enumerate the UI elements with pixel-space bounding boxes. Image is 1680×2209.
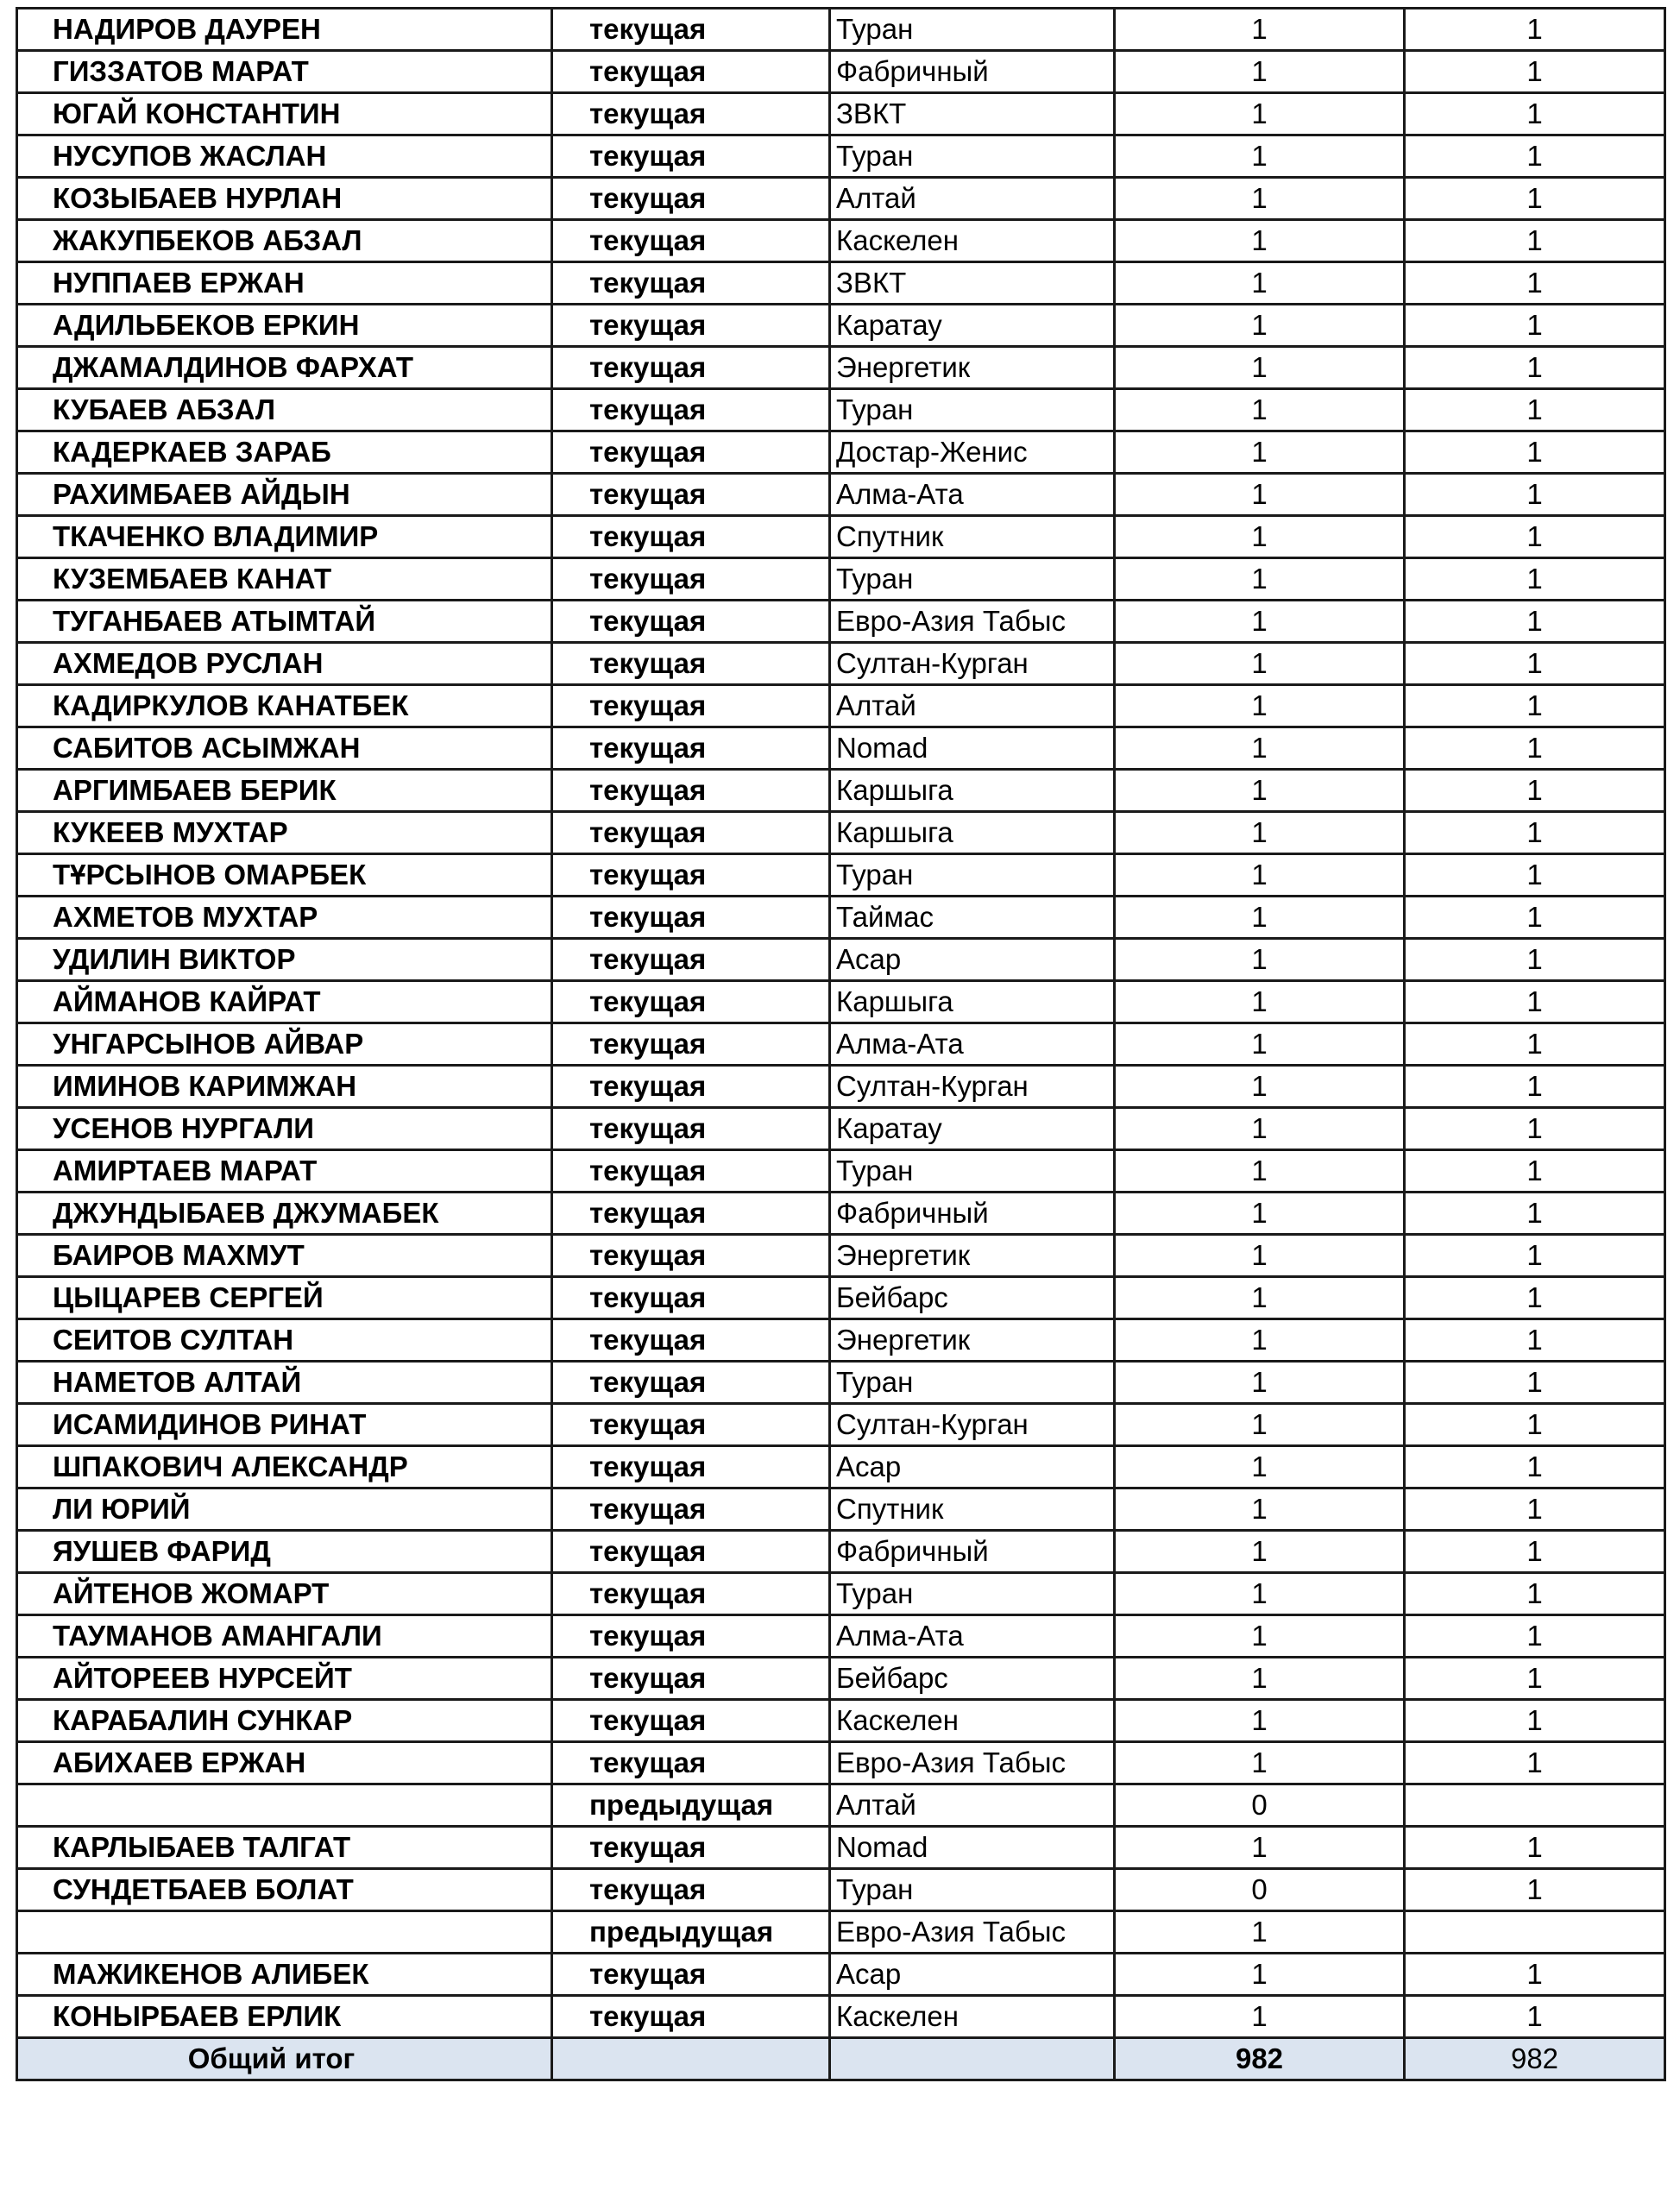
value-2-cell: 1: [1405, 1150, 1665, 1193]
value-1-cell: 1: [1115, 1827, 1405, 1869]
value-2-cell: 1: [1405, 1615, 1665, 1658]
value-1-cell: 1: [1115, 1531, 1405, 1573]
club-cell: Алма-Ата: [830, 1023, 1115, 1066]
grand-total-row: [17, 2038, 1665, 2080]
value-2-cell: 1: [1405, 305, 1665, 347]
value-1-cell: 1: [1115, 897, 1405, 939]
value-2-cell: 1: [1405, 9, 1665, 51]
club-cell: Каратау: [830, 1108, 1115, 1150]
player-name-cell: РАХИМБАЕВ АЙДЫН: [17, 474, 552, 516]
value-2-cell: 1: [1405, 347, 1665, 389]
value-2-cell: 1: [1405, 1488, 1665, 1531]
player-name-cell: ТҰРСЫНОВ ОМАРБЕК: [17, 854, 552, 897]
value-2-cell: 1: [1405, 389, 1665, 431]
player-name-cell: КАРЛЫБАЕВ ТАЛГАТ: [17, 1827, 552, 1869]
player-name-cell: БАИРОВ МАХМУТ: [17, 1235, 552, 1277]
player-name-cell: МАЖИКЕНОВ АЛИБЕК: [17, 1954, 552, 1996]
record-type-cell: текущая: [552, 474, 830, 516]
table-row: [17, 1531, 1665, 1573]
record-type-cell: текущая: [552, 262, 830, 305]
table-row: [17, 770, 1665, 812]
club-cell: Султан-Курган: [830, 1404, 1115, 1446]
record-type-cell: текущая: [552, 727, 830, 770]
club-cell: Евро-Азия Табыс: [830, 1911, 1115, 1954]
player-name-cell: КОНЫРБАЕВ ЕРЛИК: [17, 1996, 552, 2038]
grand-total-value-1: 982: [1115, 2038, 1405, 2080]
value-1-cell: 1: [1115, 1742, 1405, 1784]
value-2-cell: 1: [1405, 474, 1665, 516]
record-type-cell: текущая: [552, 1446, 830, 1488]
table-row: [17, 1784, 1665, 1827]
table-row: [17, 1658, 1665, 1700]
value-1-cell: 1: [1115, 939, 1405, 981]
club-cell: Алтай: [830, 685, 1115, 727]
table-row: [17, 1700, 1665, 1742]
player-name-cell: ГИЗЗАТОВ МАРАТ: [17, 51, 552, 93]
club-cell: Каскелен: [830, 1700, 1115, 1742]
table-row: [17, 1954, 1665, 1996]
value-2-cell: 1: [1405, 1193, 1665, 1235]
player-name-cell: УДИЛИН ВИКТОР: [17, 939, 552, 981]
value-1-cell: 1: [1115, 685, 1405, 727]
club-cell: Асар: [830, 939, 1115, 981]
player-name-cell: ШПАКОВИЧ АЛЕКСАНДР: [17, 1446, 552, 1488]
record-type-cell: текущая: [552, 1827, 830, 1869]
player-name-cell: КУБАЕВ АБЗАЛ: [17, 389, 552, 431]
value-2-cell: 1: [1405, 1319, 1665, 1362]
value-2-cell: 1: [1405, 1742, 1665, 1784]
record-type-cell: текущая: [552, 1193, 830, 1235]
table-row: [17, 1150, 1665, 1193]
club-cell: Евро-Азия Табыс: [830, 601, 1115, 643]
club-cell: Туран: [830, 1573, 1115, 1615]
record-type-cell: текущая: [552, 1277, 830, 1319]
record-type-cell: текущая: [552, 1954, 830, 1996]
value-2-cell: 1: [1405, 220, 1665, 262]
player-name-cell: АБИХАЕВ ЕРЖАН: [17, 1742, 552, 1784]
player-name-cell: АЙТЕНОВ ЖОМАРТ: [17, 1573, 552, 1615]
table-row: [17, 220, 1665, 262]
value-2-cell: 1: [1405, 727, 1665, 770]
table-row: [17, 1996, 1665, 2038]
value-1-cell: 1: [1115, 601, 1405, 643]
player-name-cell: САБИТОВ АСЫМЖАН: [17, 727, 552, 770]
table-row: [17, 558, 1665, 601]
record-type-cell: текущая: [552, 1742, 830, 1784]
value-1-cell: 1: [1115, 1615, 1405, 1658]
grand-total-empty-cell: [830, 2038, 1115, 2080]
table-row: [17, 178, 1665, 220]
record-type-cell: текущая: [552, 685, 830, 727]
club-cell: Бейбарс: [830, 1277, 1115, 1319]
table-row: [17, 812, 1665, 854]
table-row: [17, 1023, 1665, 1066]
player-name-cell: ЖАКУПБЕКОВ АБЗАЛ: [17, 220, 552, 262]
value-1-cell: 1: [1115, 1277, 1405, 1319]
record-type-cell: текущая: [552, 1066, 830, 1108]
table-row: [17, 939, 1665, 981]
grand-total-value-2: 982: [1405, 2038, 1665, 2080]
value-1-cell: 1: [1115, 1954, 1405, 1996]
record-type-cell: текущая: [552, 1573, 830, 1615]
value-1-cell: 1: [1115, 516, 1405, 558]
player-name-cell: НУППАЕВ ЕРЖАН: [17, 262, 552, 305]
value-1-cell: 1: [1115, 93, 1405, 135]
club-cell: ЗВКТ: [830, 93, 1115, 135]
club-cell: Асар: [830, 1446, 1115, 1488]
club-cell: Туран: [830, 1869, 1115, 1911]
player-name-cell: КАДЕРКАЕВ ЗАРАБ: [17, 431, 552, 474]
value-2-cell: [1405, 1784, 1665, 1827]
value-1-cell: 1: [1115, 1404, 1405, 1446]
table-row: [17, 727, 1665, 770]
record-type-cell: текущая: [552, 9, 830, 51]
value-1-cell: 1: [1115, 854, 1405, 897]
player-name-cell: УСЕНОВ НУРГАЛИ: [17, 1108, 552, 1150]
record-type-cell: текущая: [552, 431, 830, 474]
player-name-cell: ИСАМИДИНОВ РИНАТ: [17, 1404, 552, 1446]
record-type-cell: текущая: [552, 516, 830, 558]
record-type-cell: текущая: [552, 51, 830, 93]
club-cell: Таймас: [830, 897, 1115, 939]
value-1-cell: 1: [1115, 1362, 1405, 1404]
table-row: [17, 1319, 1665, 1362]
table-row: [17, 1066, 1665, 1108]
value-1-cell: 1: [1115, 1066, 1405, 1108]
record-type-cell: текущая: [552, 1869, 830, 1911]
value-1-cell: 1: [1115, 1235, 1405, 1277]
player-name-cell: КАДИРКУЛОВ КАНАТБЕК: [17, 685, 552, 727]
value-1-cell: 1: [1115, 1658, 1405, 1700]
player-name-cell: ИМИНОВ КАРИМЖАН: [17, 1066, 552, 1108]
table-row: [17, 51, 1665, 93]
club-cell: Туран: [830, 1150, 1115, 1193]
value-2-cell: 1: [1405, 897, 1665, 939]
value-2-cell: 1: [1405, 93, 1665, 135]
value-1-cell: 1: [1115, 135, 1405, 178]
value-1-cell: 1: [1115, 178, 1405, 220]
value-1-cell: 1: [1115, 812, 1405, 854]
value-1-cell: 1: [1115, 431, 1405, 474]
player-name-cell: ТКАЧЕНКО ВЛАДИМИР: [17, 516, 552, 558]
record-type-cell: предыдущая: [552, 1911, 830, 1954]
club-cell: Спутник: [830, 516, 1115, 558]
value-1-cell: 1: [1115, 558, 1405, 601]
record-type-cell: текущая: [552, 178, 830, 220]
record-type-cell: предыдущая: [552, 1784, 830, 1827]
club-cell: Султан-Курган: [830, 1066, 1115, 1108]
table-row: [17, 305, 1665, 347]
value-2-cell: 1: [1405, 178, 1665, 220]
table-row: [17, 1827, 1665, 1869]
club-cell: Каскелен: [830, 220, 1115, 262]
club-cell: Султан-Курган: [830, 643, 1115, 685]
table-row: [17, 431, 1665, 474]
value-1-cell: 1: [1115, 1023, 1405, 1066]
value-2-cell: 1: [1405, 601, 1665, 643]
value-1-cell: 0: [1115, 1869, 1405, 1911]
value-2-cell: 1: [1405, 1658, 1665, 1700]
record-type-cell: текущая: [552, 1362, 830, 1404]
record-type-cell: текущая: [552, 389, 830, 431]
player-name-cell: АДИЛЬБЕКОВ ЕРКИН: [17, 305, 552, 347]
value-2-cell: 1: [1405, 854, 1665, 897]
value-1-cell: 1: [1115, 262, 1405, 305]
value-1-cell: 1: [1115, 1446, 1405, 1488]
value-1-cell: 1: [1115, 220, 1405, 262]
club-cell: Каршыга: [830, 981, 1115, 1023]
value-2-cell: 1: [1405, 1235, 1665, 1277]
club-cell: Бейбарс: [830, 1658, 1115, 1700]
club-cell: Евро-Азия Табыс: [830, 1742, 1115, 1784]
value-1-cell: 1: [1115, 347, 1405, 389]
record-type-cell: текущая: [552, 1488, 830, 1531]
table-row: [17, 389, 1665, 431]
table-row: [17, 1742, 1665, 1784]
club-cell: Алтай: [830, 1784, 1115, 1827]
value-1-cell: 1: [1115, 1996, 1405, 2038]
record-type-cell: текущая: [552, 643, 830, 685]
value-2-cell: 1: [1405, 1573, 1665, 1615]
club-cell: Каратау: [830, 305, 1115, 347]
club-cell: Асар: [830, 1954, 1115, 1996]
club-cell: Достар-Женис: [830, 431, 1115, 474]
player-name-cell: КОЗЫБАЕВ НУРЛАН: [17, 178, 552, 220]
value-1-cell: 1: [1115, 1319, 1405, 1362]
value-1-cell: 1: [1115, 643, 1405, 685]
table-row: [17, 981, 1665, 1023]
table-row: [17, 1446, 1665, 1488]
value-2-cell: 1: [1405, 135, 1665, 178]
value-1-cell: 0: [1115, 1784, 1405, 1827]
value-1-cell: 1: [1115, 1488, 1405, 1531]
club-cell: Каршыга: [830, 812, 1115, 854]
table-row: [17, 1193, 1665, 1235]
value-2-cell: 1: [1405, 262, 1665, 305]
club-cell: Энергетик: [830, 1319, 1115, 1362]
player-name-cell: НУСУПОВ ЖАСЛАН: [17, 135, 552, 178]
player-name-cell: ЛИ ЮРИЙ: [17, 1488, 552, 1531]
value-1-cell: 1: [1115, 1150, 1405, 1193]
value-1-cell: 1: [1115, 1108, 1405, 1150]
record-type-cell: текущая: [552, 1615, 830, 1658]
value-1-cell: 1: [1115, 727, 1405, 770]
club-cell: Туран: [830, 389, 1115, 431]
value-2-cell: 1: [1405, 51, 1665, 93]
record-type-cell: текущая: [552, 812, 830, 854]
record-type-cell: текущая: [552, 305, 830, 347]
value-2-cell: [1405, 1911, 1665, 1954]
value-2-cell: 1: [1405, 939, 1665, 981]
table-row: [17, 1488, 1665, 1531]
player-name-cell: АРГИМБАЕВ БЕРИК: [17, 770, 552, 812]
record-type-cell: текущая: [552, 558, 830, 601]
club-cell: Энергетик: [830, 1235, 1115, 1277]
record-type-cell: текущая: [552, 1404, 830, 1446]
value-1-cell: 1: [1115, 9, 1405, 51]
record-type-cell: текущая: [552, 1150, 830, 1193]
value-1-cell: 1: [1115, 51, 1405, 93]
record-type-cell: текущая: [552, 135, 830, 178]
table-row: [17, 1615, 1665, 1658]
player-name-cell: КУЗЕМБАЕВ КАНАТ: [17, 558, 552, 601]
value-2-cell: 1: [1405, 1531, 1665, 1573]
player-name-cell: СУНДЕТБАЕВ БОЛАТ: [17, 1869, 552, 1911]
table-row: [17, 516, 1665, 558]
record-type-cell: текущая: [552, 854, 830, 897]
table-row: [17, 1277, 1665, 1319]
club-cell: Энергетик: [830, 347, 1115, 389]
value-1-cell: 1: [1115, 389, 1405, 431]
club-cell: Фабричный: [830, 51, 1115, 93]
player-name-cell: АЙТОРЕЕВ НУРСЕЙТ: [17, 1658, 552, 1700]
club-cell: Спутник: [830, 1488, 1115, 1531]
table-row: [17, 347, 1665, 389]
value-2-cell: 1: [1405, 1023, 1665, 1066]
value-2-cell: 1: [1405, 812, 1665, 854]
table-row: [17, 643, 1665, 685]
player-name-cell: АХМЕДОВ РУСЛАН: [17, 643, 552, 685]
value-1-cell: 1: [1115, 1911, 1405, 1954]
club-cell: Туран: [830, 558, 1115, 601]
record-type-cell: текущая: [552, 1700, 830, 1742]
value-1-cell: 1: [1115, 1573, 1405, 1615]
value-2-cell: 1: [1405, 558, 1665, 601]
value-2-cell: 1: [1405, 643, 1665, 685]
record-type-cell: текущая: [552, 1996, 830, 2038]
value-2-cell: 1: [1405, 1869, 1665, 1911]
value-1-cell: 1: [1115, 770, 1405, 812]
value-2-cell: 1: [1405, 1108, 1665, 1150]
table-row: [17, 9, 1665, 51]
table-row: [17, 1911, 1665, 1954]
record-type-cell: текущая: [552, 897, 830, 939]
table-row: [17, 1573, 1665, 1615]
table-row: [17, 1235, 1665, 1277]
table-row: [17, 1404, 1665, 1446]
player-name-cell: НАМЕТОВ АЛТАЙ: [17, 1362, 552, 1404]
value-2-cell: 1: [1405, 1404, 1665, 1446]
player-name-cell: АХМЕТОВ МУХТАР: [17, 897, 552, 939]
record-type-cell: текущая: [552, 347, 830, 389]
player-name-cell: АЙМАНОВ КАЙРАТ: [17, 981, 552, 1023]
player-name-cell: [17, 1911, 552, 1954]
table-row: [17, 897, 1665, 939]
results-table: [16, 7, 1666, 2081]
table-row: [17, 474, 1665, 516]
table-row: [17, 93, 1665, 135]
value-1-cell: 1: [1115, 1700, 1405, 1742]
club-cell: Nomad: [830, 1827, 1115, 1869]
table-row: [17, 135, 1665, 178]
value-1-cell: 1: [1115, 305, 1405, 347]
club-cell: Алма-Ата: [830, 1615, 1115, 1658]
value-2-cell: 1: [1405, 1277, 1665, 1319]
club-cell: Алма-Ата: [830, 474, 1115, 516]
record-type-cell: текущая: [552, 1235, 830, 1277]
player-name-cell: ТАУМАНОВ АМАНГАЛИ: [17, 1615, 552, 1658]
grand-total-empty-cell: [552, 2038, 830, 2080]
value-2-cell: 1: [1405, 1827, 1665, 1869]
value-2-cell: 1: [1405, 1066, 1665, 1108]
table-row: [17, 685, 1665, 727]
table-row: [17, 1108, 1665, 1150]
record-type-cell: текущая: [552, 1108, 830, 1150]
player-name-cell: [17, 1784, 552, 1827]
player-name-cell: ЯУШЕВ ФАРИД: [17, 1531, 552, 1573]
record-type-cell: текущая: [552, 93, 830, 135]
club-cell: ЗВКТ: [830, 262, 1115, 305]
table-row: [17, 262, 1665, 305]
club-cell: Туран: [830, 854, 1115, 897]
club-cell: Алтай: [830, 178, 1115, 220]
club-cell: Каскелен: [830, 1996, 1115, 2038]
club-cell: Фабричный: [830, 1531, 1115, 1573]
value-2-cell: 1: [1405, 981, 1665, 1023]
grand-total-label: Общий итог: [17, 2038, 552, 2080]
table-row: [17, 1869, 1665, 1911]
club-cell: Туран: [830, 9, 1115, 51]
player-name-cell: СЕИТОВ СУЛТАН: [17, 1319, 552, 1362]
player-name-cell: ДЖУНДЫБАЕВ ДЖУМАБЕК: [17, 1193, 552, 1235]
value-1-cell: 1: [1115, 981, 1405, 1023]
record-type-cell: текущая: [552, 981, 830, 1023]
record-type-cell: текущая: [552, 601, 830, 643]
value-2-cell: 1: [1405, 770, 1665, 812]
player-name-cell: КУКЕЕВ МУХТАР: [17, 812, 552, 854]
player-name-cell: ЮГАЙ КОНСТАНТИН: [17, 93, 552, 135]
player-name-cell: ДЖАМАЛДИНОВ ФАРХАТ: [17, 347, 552, 389]
player-name-cell: АМИРТАЕВ МАРАТ: [17, 1150, 552, 1193]
player-name-cell: УНГАРСЫНОВ АЙВАР: [17, 1023, 552, 1066]
record-type-cell: текущая: [552, 939, 830, 981]
club-cell: Фабричный: [830, 1193, 1115, 1235]
record-type-cell: текущая: [552, 770, 830, 812]
table-row: [17, 1362, 1665, 1404]
table-row: [17, 601, 1665, 643]
value-2-cell: 1: [1405, 516, 1665, 558]
value-2-cell: 1: [1405, 1362, 1665, 1404]
record-type-cell: текущая: [552, 1023, 830, 1066]
player-name-cell: КАРАБАЛИН СУНКАР: [17, 1700, 552, 1742]
value-2-cell: 1: [1405, 685, 1665, 727]
table-body: [17, 9, 1665, 2038]
value-2-cell: 1: [1405, 1446, 1665, 1488]
club-cell: Туран: [830, 1362, 1115, 1404]
value-1-cell: 1: [1115, 1193, 1405, 1235]
club-cell: Каршыга: [830, 770, 1115, 812]
value-2-cell: 1: [1405, 1954, 1665, 1996]
value-1-cell: 1: [1115, 474, 1405, 516]
record-type-cell: текущая: [552, 220, 830, 262]
player-name-cell: НАДИРОВ ДАУРЕН: [17, 9, 552, 51]
value-2-cell: 1: [1405, 1996, 1665, 2038]
club-cell: Туран: [830, 135, 1115, 178]
record-type-cell: текущая: [552, 1319, 830, 1362]
record-type-cell: текущая: [552, 1531, 830, 1573]
player-name-cell: ЦЫЦАРЕВ СЕРГЕЙ: [17, 1277, 552, 1319]
club-cell: Nomad: [830, 727, 1115, 770]
record-type-cell: текущая: [552, 1658, 830, 1700]
value-2-cell: 1: [1405, 431, 1665, 474]
value-2-cell: 1: [1405, 1700, 1665, 1742]
player-name-cell: ТУГАНБАЕВ АТЫМТАЙ: [17, 601, 552, 643]
table-row: [17, 854, 1665, 897]
